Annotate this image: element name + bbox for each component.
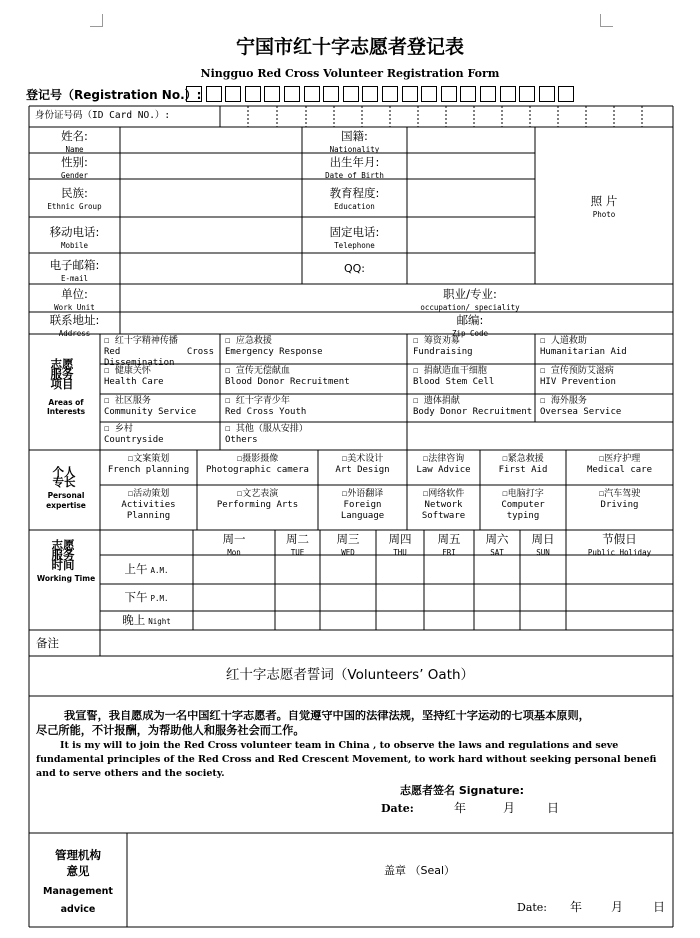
occupation-label: 职业/专业: occupation/ speciality [420,287,520,312]
time-slot-cell[interactable] [521,612,565,629]
mobile-label: 移动电话: Mobile [49,225,100,250]
day-header [566,531,673,557]
oath-text-en-line1: It is my will to join the Red Cross volunteer team in China , to observe the laws and regulations and seve [60,740,619,751]
remarks-label: 备注 [36,636,59,650]
time-slot-cell[interactable] [475,612,519,629]
interest-option-label-en: Body Donor Recruitment [413,407,533,417]
oath-text-cn-line1: 我宣誓，我自愿成为一名中国红十字志愿者。自觉遵守中国的法律法规，坚持红十字运动的七项基本原则， [64,710,590,722]
interest-checkbox[interactable] [225,396,306,418]
interest-option-en [104,407,196,418]
interest-option-label-en: Health Care [104,377,164,387]
expertise-option-label-cn: 文艺表演 [242,489,279,499]
time-slot-label-en: A.M. [150,565,169,575]
interest-option-cn: ☐ 其他（服从安排） [225,424,308,434]
interest-option-cn: ☐ 宣传无偿献血 [225,366,290,376]
form-title: 宁国市红十字志愿者登记表 [235,36,464,58]
interests-section-label-en: Areas of Interests [46,398,86,416]
interest-option-en [540,407,621,418]
remarks-field[interactable] [101,631,672,655]
interest-option-cn: ☐ 筹资劝募 [413,336,460,346]
ethnic-group-label: 民族: Ethnic Group [47,186,102,211]
ethnic-group-field[interactable] [121,180,301,216]
interest-option-cn: ☐ 遗体捐献 [413,396,460,406]
interest-option-en [413,377,494,388]
time-slot-cell[interactable] [425,612,473,629]
interest-option-en [225,377,350,388]
time-slot-cell[interactable] [567,612,672,629]
expertise-option-label-en: Network Software [421,500,466,521]
expertise-option-en [100,500,197,522]
expertise-option-label-cn: 美术设计 [347,454,384,464]
expertise-checkbox[interactable] [100,454,197,476]
expertise-checkbox[interactable] [407,489,480,522]
date-of-birth-field[interactable] [408,154,534,178]
time-slot-cell[interactable] [475,556,519,583]
name-field[interactable] [121,128,301,152]
management-field[interactable] [128,834,672,926]
expertise-checkbox[interactable] [407,454,480,476]
expertise-option-en [197,500,318,511]
qq-field[interactable] [408,254,534,283]
time-slot-cell[interactable] [377,585,423,610]
interest-option-cn: ☐ 应急救援 [225,336,272,346]
time-slot-cell[interactable] [194,585,274,610]
expertise-option-label-cn: 医疗护理 [604,454,641,464]
day-header-cn: 周四 [388,532,412,546]
day-header-cn: 周三 [336,532,360,546]
gender-label: 性别: Gender [60,155,89,180]
expertise-option-label-en: French planning [107,465,190,475]
time-slot-cell[interactable] [377,612,423,629]
interest-checkbox[interactable] [540,366,616,388]
day-header-cn: 周一 [222,532,246,546]
zip-code-label: 邮编: Zip Code [451,313,489,338]
interest-option-label-cn: 人道救助 [550,336,587,346]
expertise-option-en [100,465,197,476]
education-label: 教育程度: Education [329,186,380,211]
day-header [424,531,474,557]
expertise-option-cn: ☐医疗护理 [598,454,641,464]
interest-option-en [225,347,323,358]
photo-area[interactable] [536,128,672,283]
interest-option-label-en: Blood Donor Recruitment [225,377,350,387]
time-slot-cell[interactable] [425,585,473,610]
interest-option-en [225,435,308,446]
time-slot-cell[interactable] [321,556,375,583]
day-header-en: SUN [536,548,550,557]
expertise-option-label-en: Medical care [586,465,653,475]
interest-option-cn: ☐ 人道救助 [540,336,587,346]
expertise-checkbox[interactable] [480,454,566,476]
expertise-section-label: 个人专长 [52,465,76,489]
address-label: 联系地址: Address [49,313,100,338]
expertise-option-cn: ☐摄影摄像 [236,454,279,464]
time-slot-cell[interactable] [377,556,423,583]
day-header [320,531,376,557]
day-header-en: SAT [490,548,504,557]
zip-code-field[interactable] [540,313,672,333]
interest-option-label-en: Community Service [104,407,197,417]
expertise-option-en [318,500,407,522]
address-field[interactable] [121,313,411,333]
date-of-birth-label: 出生年月: Date of Birth [325,155,384,180]
education-field[interactable] [408,180,534,216]
expertise-option-cn: ☐紧急救援 [502,454,544,464]
time-slot-label-cn: 晚上 [122,612,146,627]
expertise-checkbox[interactable] [566,489,673,511]
email-label: 电子邮箱: E-mail [49,258,100,283]
management-label: 管理机构意见 [55,848,101,878]
expertise-option-label-cn: 电脑打字 [507,489,544,499]
interest-checkbox[interactable] [413,366,494,388]
interest-option-cn: ☐ 红十字精神传播 [104,336,178,346]
oath-text-en-line2: fundamental principles of the Red Cross and Red Crescent Movement, to work hard without seeking personal benefi [36,754,657,765]
time-slot-cell[interactable] [276,612,319,629]
expertise-option-label-en: Performing Arts [216,500,299,510]
telephone-field[interactable] [408,218,534,252]
oath-date-label: Date: [381,802,414,815]
interest-option-label-en: Others [225,435,258,445]
form-subtitle: Ningguo Red Cross Volunteer Registration Form [200,67,500,80]
signature-label: 志愿者签名 Signature: [400,784,525,797]
interest-option-en [540,377,616,388]
expertise-checkbox[interactable] [566,454,673,476]
interest-checkbox[interactable] [104,336,216,369]
management-date-year: 年 [570,900,583,914]
day-header-cn: 周日 [531,532,555,546]
expertise-option-label-cn: 外语翻译 [347,489,384,499]
expertise-option-label-en: First Aid [498,465,548,475]
oath-date-year: 年 [454,801,467,815]
management-date-day: 日 [653,900,666,914]
seal-label: 盖章 （Seal） [384,864,456,877]
management-date-month: 月 [611,900,624,914]
expertise-option-label-cn: 汽车驾驶 [604,489,641,499]
expertise-section-label-en: Personal expertise [46,491,86,510]
interest-option-en [540,347,627,358]
interest-option-label-cn: 应急救援 [235,336,272,346]
interest-option-cn: ☐ 海外服务 [540,396,587,406]
interest-checkbox[interactable] [540,336,627,358]
photo-area-label: 照 片 Photo [590,194,618,219]
interest-option-label-en: Blood Stem Cell [413,377,495,387]
expertise-option-en [407,500,480,522]
interest-option-label-cn: 红十字青少年 [235,396,290,406]
day-header [520,531,566,557]
interest-option-label-en: Humanitarian Aid [540,347,627,357]
qq-label: QQ: [343,262,366,275]
expertise-option-label-en: Driving [600,500,639,510]
oath-title: 红十字志愿者誓词（Volunteers’ Oath） [225,667,475,683]
time-slot-cell[interactable] [194,612,274,629]
interest-option-label-cn: 海外服务 [550,396,587,406]
expertise-option-label-en: Photographic camera [206,465,309,475]
interest-option-label-cn: 乡村 [114,424,133,434]
expertise-option-label-cn: 摄影摄像 [242,454,279,464]
interest-checkbox[interactable] [225,366,350,388]
interest-checkbox[interactable] [104,366,164,388]
day-header-cn: 节假日 [602,532,637,546]
expertise-option-label-cn: 法律咨询 [428,454,465,464]
interest-option-label-cn: 红十字精神传播 [114,336,178,346]
expertise-option-en [566,465,673,476]
time-slot-label-en: Night [148,616,171,626]
interest-option-cn: ☐ 社区服务 [104,396,151,406]
interest-option-label-en: Red Cross Youth [225,407,307,417]
interest-option-label-cn: 宣传无偿献血 [235,366,290,376]
mobile-field[interactable] [121,218,301,252]
name-label: 姓名: Name [61,129,88,154]
interest-checkbox[interactable] [413,396,532,418]
time-slot-label-cn: 下午 [124,589,148,604]
interest-option-label-cn: 健康关怀 [114,366,151,376]
expertise-option-en [566,500,673,511]
expertise-option-en [480,500,566,522]
day-header-en: Mon [227,548,241,557]
expertise-option-en [480,465,566,476]
interest-checkbox[interactable] [104,396,196,418]
expertise-option-label-cn: 活动策划 [133,489,170,499]
expertise-option-en [197,465,318,476]
interest-option-en [413,347,473,358]
day-header-en: THU [393,548,407,557]
expertise-checkbox[interactable] [318,489,407,522]
interest-option-label-cn: 捐献造血干细胞 [423,366,487,376]
day-header-cn: 周六 [485,532,509,546]
day-header-en: FRI [442,548,456,557]
interest-option-label-en: Countryside [104,435,164,445]
day-header [474,531,520,557]
gender-field[interactable] [121,154,301,178]
interest-option-label-en: HIV Prevention [540,377,616,387]
time-slot-cell[interactable] [521,556,565,583]
time-slot-label-cn: 上午 [124,561,148,576]
day-header-cn: 周五 [437,532,461,546]
interest-option-label-cn: 其他（服从安排） [235,424,308,434]
expertise-option-en [318,465,407,476]
signature-field[interactable] [545,782,670,798]
expertise-option-cn: ☐法律咨询 [422,454,465,464]
oath-text-cn-line2: 尽己所能，不计报酬，为帮助他人和服务社会而工作。 [36,724,305,737]
oath-date-month: 月 [503,801,516,815]
time-slot-cell[interactable] [567,556,672,583]
expertise-option-cn: ☐活动策划 [127,489,170,499]
oath-date-day: 日 [547,801,560,815]
interest-option-cn: ☐ 捐献造血干细胞 [413,366,487,376]
time-section-label: 志愿服务时间 [51,538,75,572]
oath-text-en-line3: and to serve others and the society. [36,768,225,779]
time-slot-label-en: P.M. [150,593,169,603]
day-header [275,531,320,557]
interest-option-en [104,435,164,446]
interest-option-label-cn: 社区服务 [114,396,151,406]
expertise-option-cn: ☐汽车驾驶 [598,489,641,499]
day-header [376,531,424,557]
time-slot-cell[interactable] [521,585,565,610]
day-header-en: TUE [290,548,305,557]
expertise-checkbox[interactable] [318,454,407,476]
day-header-cn: 周二 [286,532,309,546]
expertise-option-label-cn: 网络软件 [428,489,465,499]
time-section-label-en: Working Time [36,574,96,583]
time-slot-label [100,614,193,626]
interest-option-label-en: Emergency Response [225,347,323,357]
expertise-option-label-en: Foreign Language [340,500,385,521]
expertise-checkbox[interactable] [197,454,318,476]
expertise-option-cn: ☐网络软件 [422,489,465,499]
nationality-field[interactable] [408,128,534,152]
management-date-label: Date: [517,901,548,914]
expertise-option-cn: ☐电脑打字 [502,489,544,499]
time-slot-cell[interactable] [321,612,375,629]
interest-option-cn: ☐ 乡村 [104,424,133,434]
interest-checkbox[interactable] [540,396,621,418]
time-slot-label [100,591,193,603]
interest-option-en [413,407,532,418]
expertise-option-label-en: Art Design [335,465,390,475]
interests-section-label: 志愿服务项目 [50,357,74,391]
expertise-option-label-cn: 文案策划 [133,454,170,464]
expertise-option-cn: ☐外语翻译 [341,489,384,499]
interest-option-label-cn: 宣传预防艾滋病 [550,366,614,376]
interest-option-cn: ☐ 宣传预防艾滋病 [540,366,614,376]
id-card-field[interactable] [221,107,672,126]
expertise-option-en [407,465,480,476]
time-slot-cell[interactable] [321,585,375,610]
interest-checkbox[interactable] [104,424,164,446]
expertise-option-label-cn: 紧急救援 [507,454,544,464]
interest-option-label-cn: 遗体捐献 [423,396,460,406]
expertise-checkbox[interactable] [197,489,318,511]
day-header [193,531,275,557]
time-slot-cell[interactable] [425,556,473,583]
expertise-option-label-en: Law Advice [416,465,471,475]
interest-checkbox[interactable] [225,424,308,446]
interest-checkbox[interactable] [225,336,323,358]
time-slot-cell[interactable] [194,556,274,583]
expertise-checkbox[interactable] [480,489,566,522]
expertise-option-cn: ☐文艺表演 [236,489,279,499]
time-slot-cell[interactable] [276,585,319,610]
expertise-option-cn: ☐文案策划 [127,454,170,464]
occupation-field[interactable] [540,285,672,311]
time-slot-cell[interactable] [276,556,319,583]
time-slot-cell[interactable] [567,585,672,610]
interest-option-en [225,407,306,418]
interest-option-en [104,377,164,388]
interest-option-label-cn: 筹资劝募 [423,336,460,346]
time-slot-cell[interactable] [475,585,519,610]
telephone-label: 固定电话: Telephone [329,225,380,250]
management-label-en: Management advice [43,886,113,915]
registration-number-label: 登记号（Registration No.）: [26,88,202,102]
interest-option-label-en: Oversea Service [540,407,622,417]
nationality-label: 国籍: Nationality [329,129,380,154]
expertise-option-label-en: Activities Planning [121,500,176,521]
email-field[interactable] [121,254,301,283]
interest-option-label-en: Fundraising [413,347,473,357]
interest-option-cn: ☐ 红十字青少年 [225,396,290,406]
interest-checkbox[interactable] [413,336,473,358]
expertise-option-cn: ☐美术设计 [341,454,384,464]
time-slot-label [100,563,193,575]
id-card-label: 身份证号码（ID Card NO.）: [35,110,171,121]
interest-option-cn: ☐ 健康关怀 [104,366,151,376]
interest-option-label-en: Red Cross Dissemination [104,347,214,368]
day-header-en: WED [341,548,355,557]
expertise-checkbox[interactable] [100,489,197,522]
day-header-en: Public Holiday [587,548,652,557]
expertise-option-label-en: Computer typing [501,500,545,521]
work-unit-label: 单位: Work Unit [54,287,95,312]
work-unit-field[interactable] [121,285,411,311]
